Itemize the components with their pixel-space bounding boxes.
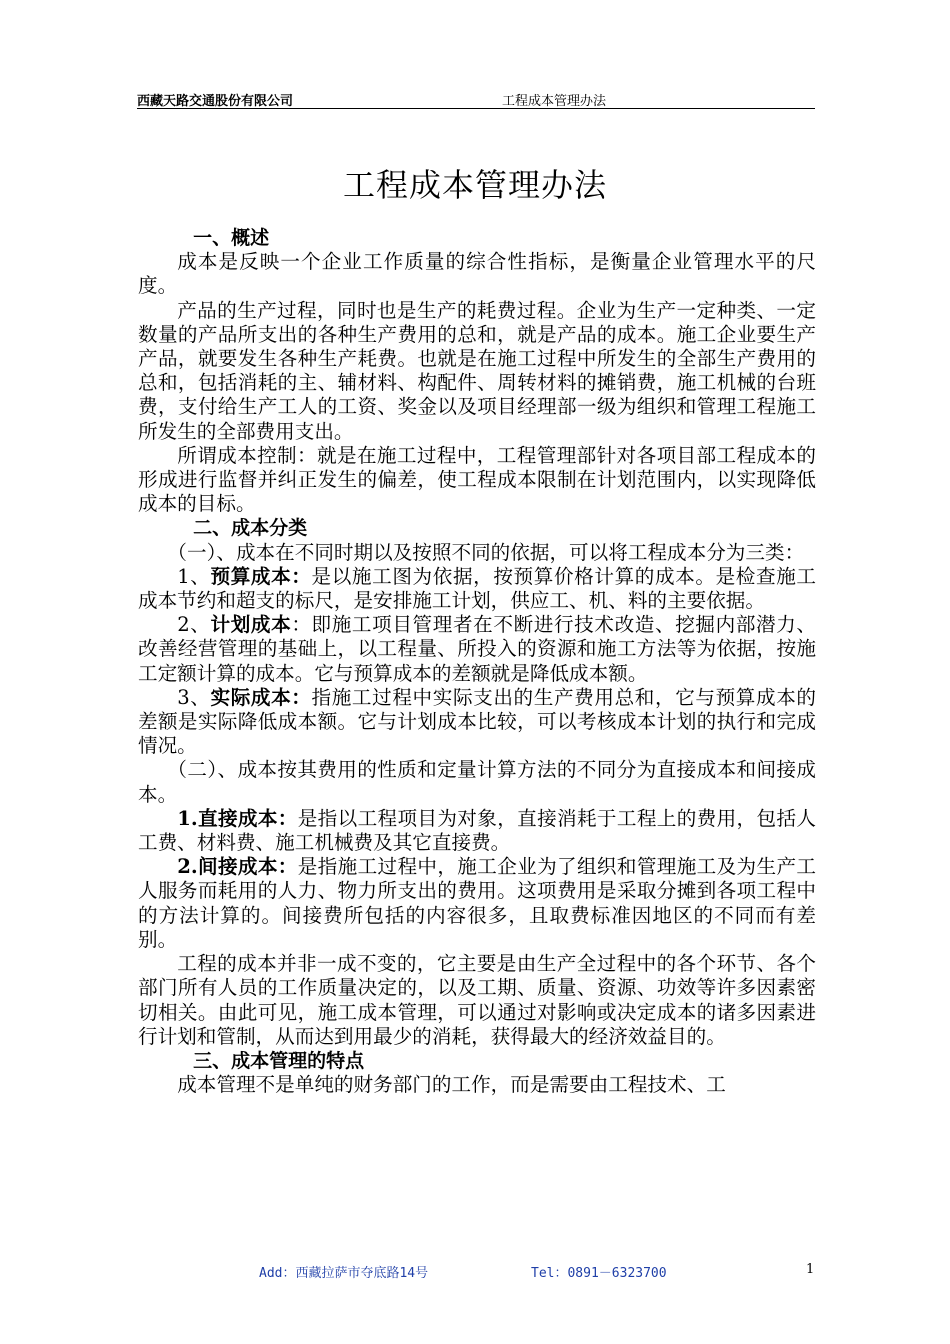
page-footer [0, 1262, 950, 1280]
paragraph-indirect-cost [138, 855, 816, 952]
term-label: 计划成本 [210, 613, 292, 637]
paragraph: （一）、成本在不同时期以及按照不同的依据，可以将工程成本分为三类： [167, 540, 805, 564]
paragraph-planned-cost [138, 613, 816, 686]
page-header [137, 90, 815, 109]
header-company: 西藏天路交通股份有限公司 [137, 94, 294, 109]
page-title: 工程成本管理办法 [342, 166, 607, 204]
header-doc-title: 工程成本管理办法 [502, 94, 607, 109]
term-text: 指施工过程中实际支出的生产费用总和，它与预算成本的差额是实际降低成本额。它与计划成本比较，可以考核成本计划的执行和完成情况。 [138, 685, 817, 758]
paragraph: 成本管理不是单纯的财务部门的工作，而是需要由工程技术、工 [177, 1073, 726, 1097]
page-number: 1 [806, 1262, 815, 1277]
document-body [138, 226, 816, 1097]
term-text: ：即施工项目管理者在不断进行技术改造、挖掘内部潜力、改善经营管理的基础上，以工程量、所投入的资源和施工方法等为依据，按施工定额计算的成本。它与预算成本的差额就是降低成本额。 [138, 613, 817, 685]
term-label: 实际成本： [210, 685, 312, 709]
paragraph: 成本是反映一个企业工作质量的综合性指标，是衡量企业管理水平的尺度。 [138, 250, 816, 298]
footer-tel: Tel：0891－6323700 [531, 1266, 667, 1281]
paragraph: 所谓成本控制：就是在施工过程中，工程管理部针对各项目部工程成本的形成进行监督并纠正发生的偏差，使工程成本限制在计划范围内，以实现降低成本的目标。 [138, 443, 816, 516]
section-heading-overview: 一、概述 [193, 227, 270, 249]
item-number: 2、 [177, 613, 211, 637]
paragraph-actual-cost [138, 686, 816, 759]
term-text: 是指施工过程中，施工企业为了组织和管理施工及为生产工人服务而耗用的人力、物力所支出的费用。这项费用是采取分摊到各项工程中的方法计算的。间接费所包括的内容很多，且取费标准因地区的不同而有差别。 [138, 855, 816, 951]
term-label: 2.间接成本： [177, 855, 298, 879]
term-label: 1.直接成本： [177, 806, 298, 830]
paragraph-budget-cost [138, 565, 816, 613]
term-text: 是指以工程项目为对象，直接消耗于工程上的费用，包括人工费、材料费、施工机械费及其它直接费。 [138, 806, 816, 855]
paragraph: （二）、成本按其费用的性质和定量计算方法的不同分为直接成本和间接成本。 [138, 758, 816, 806]
paragraph-direct-cost [138, 807, 816, 855]
paragraph: 工程的成本并非一成不变的，它主要是由生产全过程中的各个环节、各个部门所有人员的工作质量决定的，以及工期、质量、资源、功效等许多因素密切相关。由此可见，施工成本管理，可以通过对影响或决定成本的诸多因素进行计划和管制，从而达到用最少的消耗，获得最大的经济效益目的。 [138, 952, 816, 1048]
item-number: 1、 [177, 564, 211, 588]
item-number: 3、 [177, 685, 211, 709]
section-heading-features: 三、成本管理的特点 [193, 1049, 365, 1072]
footer-address: Add：西藏拉萨市夺底路14号 [259, 1266, 429, 1281]
paragraph: 产品的生产过程，同时也是生产的耗费过程。企业为生产一定种类、一定数量的产品所支出的各种生产费用的总和，就是产品的成本。施工企业要生产产品，就要发生各种生产耗费。也就是在施工过程中所发生的全部生产费用的总和，包括消耗的主、辅材料、构配件、周转材料的摊销费，施工机械的台班费，支付给生产工人的工资、奖金以及项目经理部一级为组织和管理工程施工所发生的全部费用支出。 [138, 298, 816, 443]
term-text: 是以施工图为依据，按预算价格计算的成本。是检查施工成本节约和超支的标尺，是安排施工计划，供应工、机、料的主要依据。 [138, 564, 817, 613]
term-label: 预算成本： [210, 564, 312, 588]
section-heading-classification: 二、成本分类 [193, 517, 308, 540]
